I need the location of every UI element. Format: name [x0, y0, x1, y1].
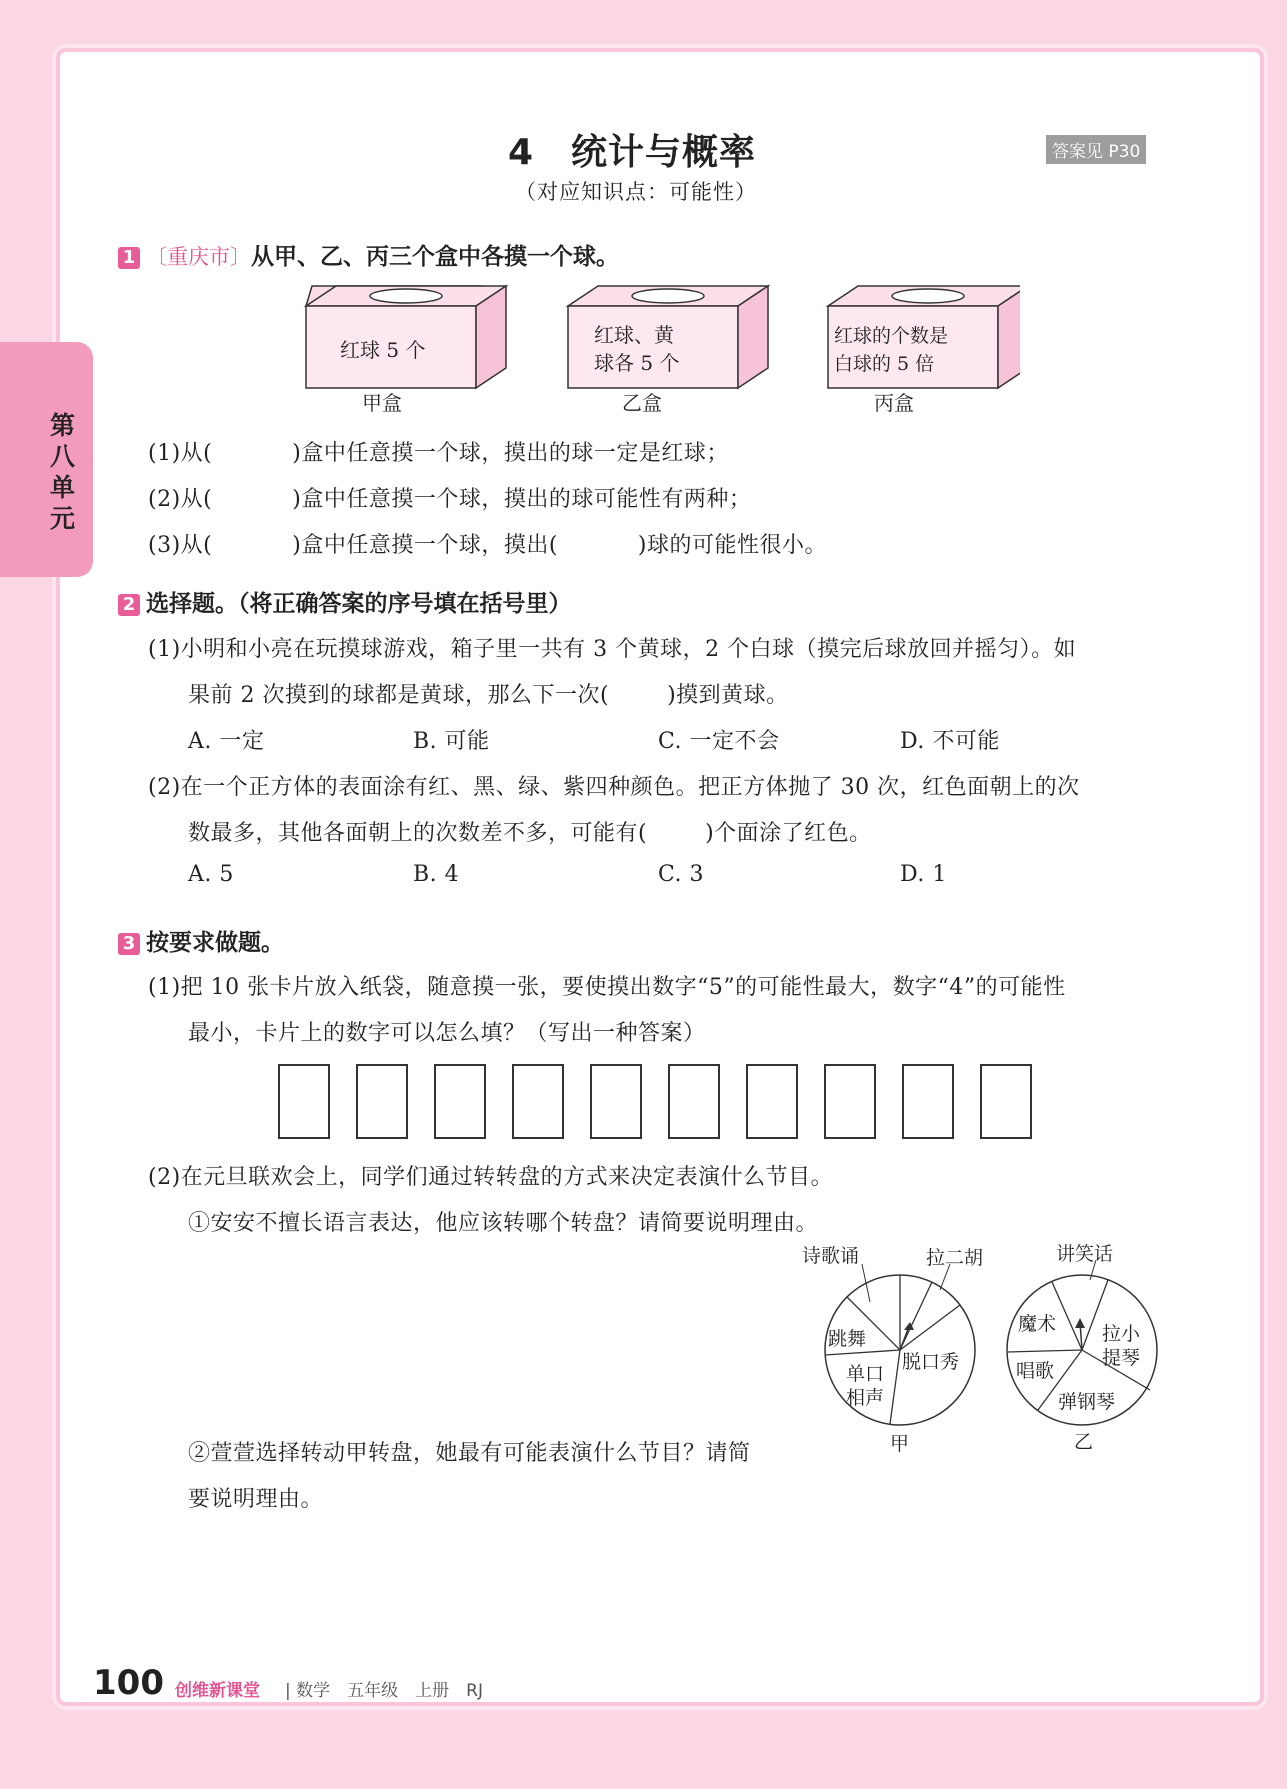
q2-sub2-option-a[interactable]: A. 5 [188, 862, 234, 887]
spinner-yi-label-6: 弹钢琴 [1058, 1391, 1116, 1413]
q1-sub2-text-b: )盒中任意摸一个球，摸出的球可能性有两种； [292, 487, 752, 512]
unit-side-tab [0, 342, 93, 577]
page-title: 4 统计与概率 [508, 132, 757, 173]
page-number: 100 [93, 1663, 164, 1703]
spinner-yi-label-3: 拉小 [1102, 1323, 1141, 1345]
box-jia-label: 红球 5 个 [340, 338, 426, 362]
question-3-text: 按要求做题。 [146, 930, 284, 956]
q1-sub3-text-c: )球的可能性很小。 [637, 533, 828, 558]
unit-label: 第八单元 [50, 411, 76, 533]
question-2-number: 2 [118, 594, 140, 616]
page-subtitle: （对应知识点：可能性） [515, 180, 757, 204]
spinner-jia-label-6: 相声 [846, 1387, 885, 1409]
q3-sub2-b-line1: ②萱萱选择转动甲转盘，她最有可能表演什么节目？请简 [188, 1441, 751, 1466]
q1-sub3-text-b: )盒中任意摸一个球，摸出( [292, 533, 558, 558]
card-box-7[interactable] [746, 1064, 798, 1139]
spinner-yi-label-4: 提琴 [1102, 1347, 1141, 1369]
q3-sub2-a: ①安安不擅长语言表达，他应该转哪个转盘？请简要说明理由。 [188, 1211, 819, 1236]
card-box-10[interactable] [980, 1064, 1032, 1139]
card-box-2[interactable] [356, 1064, 408, 1139]
q2-sub2-option-d[interactable]: D. 1 [900, 862, 947, 887]
box-bing-name: 丙盒 [874, 391, 914, 415]
spinner-jia-label-3: 跳舞 [828, 1328, 867, 1350]
spinners-figure [790, 1240, 1190, 1460]
question-2-text: 选择题。（将正确答案的序号填在括号里） [146, 591, 572, 617]
q1-sub2-text-a: (2)从( [148, 487, 213, 512]
footer-brand: 创维新课堂 [175, 1681, 260, 1701]
box-yi-label-1: 红球、黄 [594, 323, 674, 347]
spinner-yi-label-1: 讲笑话 [1056, 1243, 1114, 1265]
spinner-jia-label-5: 单口 [846, 1363, 885, 1385]
question-3-heading [118, 924, 284, 957]
q2-sub1-line2 [188, 678, 789, 709]
spinner-yi-name: 乙 [1074, 1431, 1094, 1453]
q2-sub1-option-b[interactable]: B. 可能 [413, 729, 490, 754]
question-1-text: 从甲、乙、丙三个盒中各摸一个球。 [251, 244, 619, 270]
question-1-heading [118, 238, 619, 271]
q2-sub1-text-a: 果前 2 次摸到的球都是黄球，那么下一次( [188, 683, 610, 708]
box-yi [568, 286, 768, 415]
q2-sub1-text-b: )摸到黄球。 [667, 683, 789, 708]
q1-sub1-text-b: )盒中任意摸一个球，摸出的球一定是红球； [292, 441, 729, 466]
q2-sub1-option-c[interactable]: C. 一定不会 [658, 729, 780, 754]
q3-sub2-line1: (2)在元旦联欢会上，同学们通过转转盘的方式来决定表演什么节目。 [148, 1165, 834, 1190]
spinner-yi-label-5: 唱歌 [1016, 1360, 1055, 1382]
q2-sub1-option-d[interactable]: D. 不可能 [900, 729, 1000, 754]
card-box-1[interactable] [278, 1064, 330, 1139]
q2-sub2-line2 [188, 816, 872, 847]
spinner-yi [1007, 1243, 1157, 1453]
q2-sub1-line1: (1)小明和小亮在玩摸球游戏，箱子里一共有 3 个黄球，2 个白球（摸完后球放回并摇匀）。如 [148, 637, 1077, 662]
q1-sub1-text-a: (1)从( [148, 441, 213, 466]
q1-sub2 [148, 482, 751, 513]
q2-sub1-option-a[interactable]: A. 一定 [188, 729, 265, 754]
q3-sub1-line1: (1)把 10 张卡片放入纸袋，随意摸一张，要使摸出数字“5”的可能性最大，数字“4”的可能性 [148, 975, 1066, 1000]
spinner-jia-name: 甲 [890, 1433, 910, 1455]
q2-sub2-option-b[interactable]: B. 4 [413, 862, 460, 887]
question-2-heading [118, 585, 572, 618]
box-bing-label-2: 白球的 5 倍 [834, 353, 935, 375]
question-1-region: 〔重庆市〕 [146, 245, 251, 269]
box-bing [828, 286, 1020, 415]
spinner-jia-label-4: 脱口秀 [902, 1351, 960, 1373]
three-boxes-figure [300, 282, 1020, 417]
card-box-3[interactable] [434, 1064, 486, 1139]
q3-sub1-line2: 最小，卡片上的数字可以怎么填？（写出一种答案） [188, 1021, 706, 1046]
box-yi-name: 乙盒 [622, 391, 662, 415]
card-box-9[interactable] [902, 1064, 954, 1139]
question-3-number: 3 [118, 933, 140, 955]
spinner-yi-label-2: 魔术 [1018, 1313, 1057, 1335]
card-box-4[interactable] [512, 1064, 564, 1139]
q2-sub2-line1: (2)在一个正方体的表面涂有红、黑、绿、紫四种颜色。把正方体抛了 30 次，红色面朝上的次 [148, 775, 1080, 800]
box-yi-label-2: 球各 5 个 [594, 351, 680, 375]
answer-reference-tag: 答案见 P30 [1046, 135, 1146, 164]
q3-sub2-b-line2: 要说明理由。 [188, 1487, 324, 1512]
box-bing-label-1: 红球的个数是 [834, 325, 949, 347]
box-jia-name: 甲盒 [362, 391, 402, 415]
q1-sub3 [148, 528, 827, 559]
q2-sub2-text-a: 数最多，其他各面朝上的次数差不多，可能有( [188, 821, 648, 846]
card-box-8[interactable] [824, 1064, 876, 1139]
q1-sub1 [148, 436, 729, 467]
question-1-number: 1 [118, 247, 140, 269]
card-box-5[interactable] [590, 1064, 642, 1139]
box-jia [306, 286, 506, 415]
spinner-jia [802, 1245, 983, 1455]
footer-book-info: | 数学 五年级 上册 RJ [285, 1681, 483, 1701]
q1-sub3-text-a: (3)从( [148, 533, 213, 558]
q2-sub2-option-c[interactable]: C. 3 [658, 862, 705, 887]
q2-sub2-text-b: )个面涂了红色。 [705, 821, 872, 846]
card-box-6[interactable] [668, 1064, 720, 1139]
spinner-jia-label-1: 诗歌诵 [802, 1245, 860, 1267]
spinner-jia-label-2: 拉二胡 [926, 1247, 984, 1269]
